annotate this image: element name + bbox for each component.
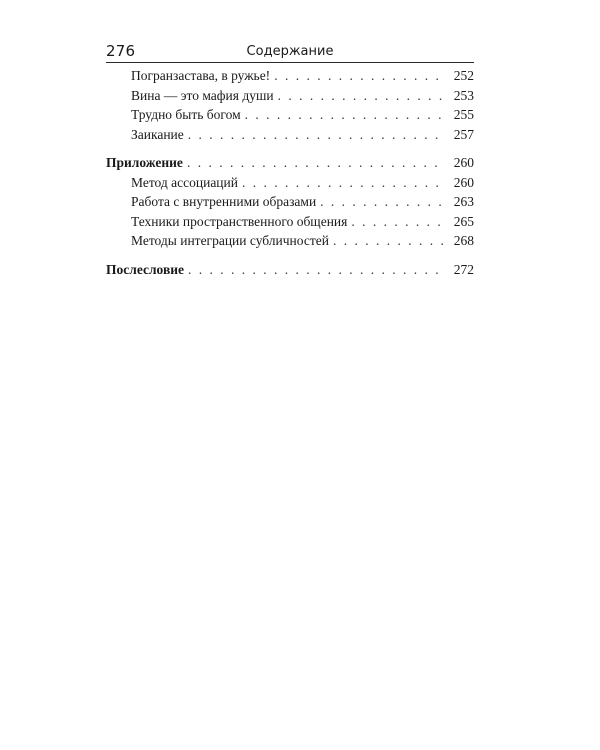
toc-entry-title: Работа с внутренними образами: [131, 194, 317, 209]
toc-entry-page: 268: [453, 233, 474, 248]
toc-entry-page: 260: [453, 155, 474, 170]
toc-entry-title: Метод ассоциаций: [131, 174, 238, 190]
toc-entry: [106, 173, 474, 193]
toc-dot-leader: [274, 66, 444, 86]
toc-entry-page: 260: [453, 174, 474, 190]
toc-entry: [106, 192, 474, 212]
toc-entry: [106, 86, 474, 106]
table-of-contents: [106, 66, 474, 279]
toc-dot-leader: [242, 173, 444, 193]
toc-entry-page: 257: [453, 126, 474, 142]
page-header: [106, 42, 474, 63]
toc-entry-title: Заикание: [131, 126, 184, 142]
toc-entry: [106, 125, 474, 145]
toc-section-title: Приложение: [106, 155, 183, 170]
toc-entry-title: Погранзастава, в ружье!: [131, 68, 271, 83]
toc-section-title: Послесловие: [106, 261, 185, 277]
toc-entry-page: 252: [453, 68, 474, 83]
toc-entry: [106, 212, 474, 232]
running-title: Содержание: [246, 44, 334, 59]
toc-dot-leader: [245, 105, 444, 125]
toc-entry-page: 272: [453, 261, 474, 277]
page-number: 276: [106, 42, 136, 60]
toc-section-entry: [106, 260, 474, 280]
toc-entry-title: Трудно быть богом: [131, 107, 241, 122]
toc-entry-page: 255: [453, 107, 474, 122]
toc-entry-title: Вина — это мафия души: [131, 87, 274, 103]
toc-entry-page: 265: [453, 213, 474, 229]
toc-dot-leader: [188, 260, 444, 280]
toc-entry: [106, 105, 474, 125]
toc-entry: [106, 66, 474, 86]
toc-dot-leader: [188, 125, 444, 145]
toc-dot-leader: [351, 212, 444, 232]
toc-dot-leader: [278, 86, 444, 106]
toc-entry-title: Методы интеграции субличностей: [131, 233, 329, 248]
toc-entry: [106, 231, 474, 251]
toc-dot-leader: [187, 153, 444, 173]
toc-entry-page: 253: [453, 87, 474, 103]
toc-entry-page: 263: [453, 194, 474, 209]
toc-section-entry: [106, 153, 474, 173]
toc-dot-leader: [320, 192, 444, 212]
toc-dot-leader: [333, 231, 444, 251]
toc-entry-title: Техники пространственного общения: [131, 213, 348, 229]
